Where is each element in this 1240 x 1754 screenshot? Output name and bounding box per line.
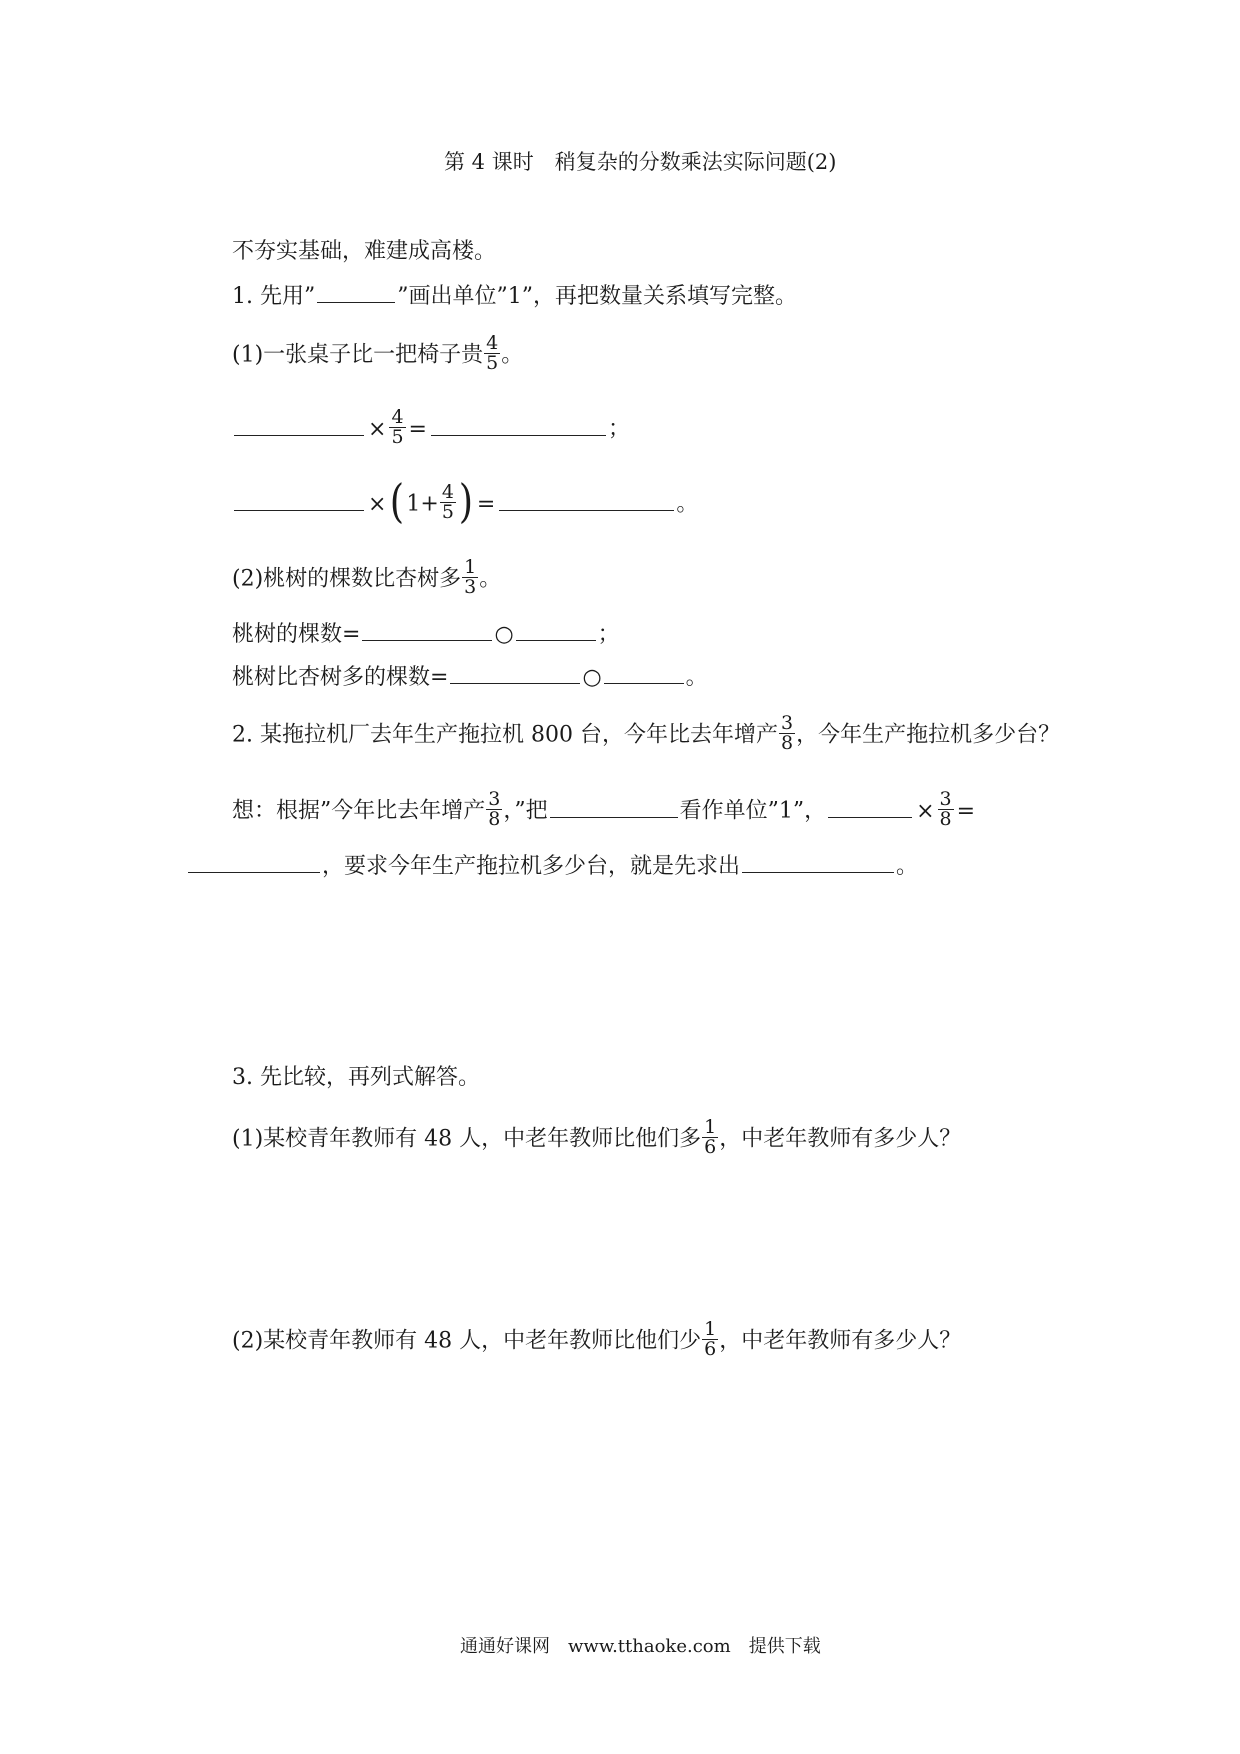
one-plus: 1+ [406,491,439,517]
right-paren: ) [458,473,474,528]
q1-part2-label: (2)桃树的棵数比杏树多 [232,566,462,592]
q1-suffix: ”画出单位”1”，再把数量关系填写完整。 [397,284,797,309]
fraction-num: 4 [391,406,404,428]
fraction-den: 8 [939,808,952,830]
q1-eq2-blank-a[interactable] [234,488,364,511]
q3-p2-text-b: ，中老年教师有多少人？ [719,1328,962,1354]
punct: 。 [685,665,708,690]
equals-sign: = [408,416,427,442]
q3-p1-text-a: (1)某校青年教师有 48 人，中老年教师比他们多 [232,1126,702,1152]
fraction-den: 5 [441,501,454,523]
fraction-den: 5 [486,352,499,374]
q1-p2-l2-blank-a[interactable] [450,661,580,684]
punct: 。 [676,491,699,517]
q2-think-line [232,788,977,831]
q2-think-b: ，”把 [503,798,548,824]
line-label: 桃树的棵数= [232,622,361,647]
q3-heading: 3. 先比较，再列式解答。 [232,1065,480,1090]
times-sign: × [368,491,387,517]
q2-blank-result[interactable] [188,850,320,873]
q1-eq1-blank-a[interactable] [234,413,364,436]
fraction-num: 1 [704,1318,717,1340]
q1-part1-equation2 [232,473,699,528]
times-sign: × [368,416,387,442]
q1-instruction [232,280,797,312]
q1-part2-statement [232,556,502,599]
q2-continuation [186,850,918,882]
fraction-num: 4 [441,481,454,503]
q1-prefix: 1. 先用” [232,284,316,309]
q1-part1-label: (1)一张桌子比一把椅子贵 [232,342,484,368]
fraction-den: 6 [704,1136,717,1158]
q2-blank-unit[interactable] [550,795,678,818]
q1-blank-line-style[interactable] [317,280,395,303]
q1-p2-l2-blank-b[interactable] [604,661,684,684]
q1-p2-l1-blank-a[interactable] [362,618,492,641]
fraction-num: 3 [488,788,501,810]
circle-blank-icon[interactable]: ○ [494,622,514,647]
fraction-4-5 [440,483,456,522]
q1-part1-statement [232,332,524,375]
fraction-1-6 [702,1118,718,1157]
page-title: 第 4 课时 稍复杂的分数乘法实际问题(2) [444,150,837,174]
q2-cont-text: ，要求今年生产拖拉机多少台，就是先求出 [322,854,741,879]
fraction-3-8 [486,790,502,829]
footer-source: 通通好课网 www.tthaoke.com 提供下载 [460,1636,821,1657]
q1-part2-line2 [232,661,708,693]
fraction-3-8 [938,790,954,829]
q1-eq1-blank-b[interactable] [431,413,606,436]
fraction-den: 5 [391,426,404,448]
punct: ； [607,416,630,442]
times-sign: × [916,798,935,824]
q2-text-a: 2. 某拖拉机厂去年生产拖拉机 800 台，今年比去年增产 [232,722,778,748]
intro-text: 不夯实基础，难建成高楼。 [232,239,497,264]
left-paren: ( [390,473,405,528]
circle-blank-icon[interactable]: ○ [582,665,602,690]
punct: 。 [479,566,502,592]
line-label: 桃树比杏树多的棵数= [232,665,449,690]
q3-p1-text-b: ，中老年教师有多少人？ [719,1126,962,1152]
fraction-1-3 [462,558,478,597]
q2-blank-first[interactable] [742,850,894,873]
q3-part1 [232,1116,962,1159]
punct: 。 [501,342,524,368]
fraction-3-8 [779,714,795,753]
equals-sign: = [476,491,496,517]
fraction-num: 1 [464,556,477,578]
equals-sign: = [956,798,976,824]
q1-part1-equation1 [232,406,630,449]
fraction-4-5 [484,334,500,373]
fraction-num: 3 [939,788,952,810]
q2-statement [232,712,1061,755]
punct: ； [597,622,620,647]
q3-p2-text-a: (2)某校青年教师有 48 人，中老年教师比他们少 [232,1328,702,1354]
q2-blank-factor[interactable] [828,795,912,818]
fraction-1-6 [702,1320,718,1359]
q3-part2 [232,1318,962,1361]
fraction-num: 1 [704,1116,717,1138]
fraction-num: 4 [486,332,499,354]
fraction-den: 6 [704,1338,717,1360]
fraction-num: 3 [780,712,794,734]
fraction-4-5 [389,408,405,447]
q1-eq2-blank-b[interactable] [499,488,674,511]
q2-think-c: 看作单位”1”， [679,798,827,824]
fraction-den: 3 [464,576,477,598]
fraction-den: 8 [780,732,794,754]
q2-think-a: 想：根据”今年比去年增产 [232,798,486,824]
fraction-den: 8 [488,808,501,830]
q2-text-b: ，今年生产拖拉机多少台？ [796,722,1061,748]
punct: 。 [896,854,919,879]
q1-part2-line1 [232,618,620,650]
q1-p2-l1-blank-b[interactable] [516,618,596,641]
